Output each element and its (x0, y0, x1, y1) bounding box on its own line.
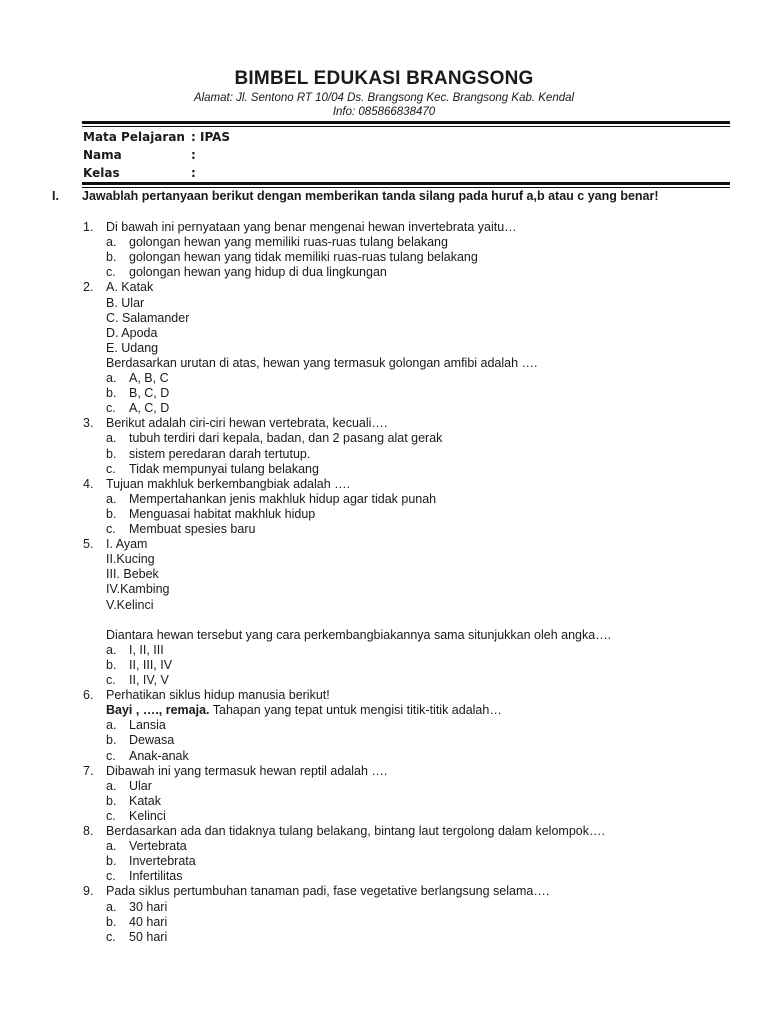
header-rule-thick (82, 121, 730, 124)
option-letter: c. (106, 929, 116, 944)
option-text: Mempertahankan jenis makhluk hidup agar tidak punah (129, 491, 437, 506)
option-letter: b. (106, 854, 117, 869)
option-letter: c. (106, 522, 116, 536)
question-list-item: C. Salamander (106, 310, 190, 325)
option-letter: b. (106, 446, 117, 461)
question-text: Di bawah ini pernyataan yang benar mengenai hewan invertebrata yaitu… (106, 220, 517, 234)
option-letter: b. (106, 793, 117, 808)
question-list-item: D. Apoda (106, 325, 158, 340)
question-number: 3. (83, 416, 94, 431)
question-list-item: II.Kucing (106, 552, 155, 567)
option-text: I, II, III (129, 642, 164, 657)
question-text: Berdasarkan urutan di atas, hewan yang termasuk golongan amfibi adalah …. (106, 355, 538, 370)
option-text: Menguasai habitat makhluk hidup (129, 506, 316, 521)
question-number: 2. (83, 280, 94, 295)
question-list-item: III. Bebek (106, 567, 159, 582)
option-text: A, B, C (129, 371, 169, 385)
option-letter: c. (106, 869, 116, 884)
option-letter: b. (106, 506, 117, 521)
question-number: 4. (83, 476, 94, 491)
question-number: 8. (83, 824, 94, 838)
option-letter: c. (106, 748, 116, 763)
section-instruction: Jawablah pertanyaan berikut dengan memberikan tanda silang pada huruf a,b atau c yang benar! (82, 189, 659, 203)
option-text: golongan hewan yang tidak memiliki ruas-ruas tulang belakang (129, 250, 478, 265)
option-letter: c. (106, 265, 116, 280)
option-text: Anak-anak (129, 748, 189, 763)
option-text: II, IV, V (129, 673, 169, 687)
option-text: Invertebrata (129, 854, 196, 869)
identity-rule-thin (82, 187, 730, 188)
identity-label: Kelas (83, 166, 120, 180)
question-list-item: E. Udang (106, 340, 159, 355)
option-text: Infertilitas (129, 869, 183, 884)
option-text: Dewasa (129, 733, 175, 748)
option-letter: a. (106, 718, 117, 733)
option-letter: a. (106, 839, 117, 854)
question-text: Berdasarkan ada dan tidaknya tulang belakang, bintang laut tergolong dalam kelompok…. (106, 824, 605, 838)
option-text: 50 hari (129, 929, 168, 944)
header-title: BIMBEL EDUKASI BRANGSONG (234, 68, 534, 89)
option-letter: a. (106, 899, 117, 914)
question-prompt-rest: Tahapan yang tepat untuk mengisi titik-titik adalah… (209, 703, 502, 718)
section-number: I. (52, 189, 59, 203)
option-text: tubuh terdiri dari kepala, badan, dan 2 pasang alat gerak (129, 431, 443, 446)
question-text: Tujuan makhluk berkembangbiak adalah …. (106, 476, 351, 491)
identity-label: Nama (83, 148, 122, 162)
option-text: sistem peredaran darah tertutup. (129, 446, 311, 461)
option-text: Lansia (129, 718, 166, 733)
option-letter: c. (106, 673, 116, 687)
header-address: Alamat: Jl. Sentono RT 10/04 Ds. Brangsong Kec. Brangsong Kab. Kendal (193, 92, 575, 104)
question-text: Berikut adalah ciri-ciri hewan vertebrata, kecuali…. (106, 416, 388, 431)
option-letter: a. (106, 431, 117, 446)
question-text: Dibawah ini yang termasuk hewan reptil adalah …. (106, 763, 388, 778)
identity-value: : (191, 148, 196, 162)
option-text: II, III, IV (129, 657, 173, 672)
option-letter: c. (106, 461, 116, 476)
option-letter: a. (106, 491, 117, 506)
question-number: 1. (83, 220, 94, 234)
option-letter: b. (106, 914, 117, 929)
option-text: golongan hewan yang memiliki ruas-ruas tulang belakang (129, 235, 448, 250)
header-rule-thin (82, 126, 730, 127)
option-text: golongan hewan yang hidup di dua lingkungan (129, 265, 387, 280)
identity-rule-thick (82, 182, 730, 185)
option-text: Kelinci (129, 808, 166, 823)
header-info: Info: 085866838470 (332, 106, 436, 118)
option-letter: a. (106, 235, 117, 250)
option-letter: a. (106, 642, 117, 657)
question-list-item: V.Kelinci (106, 597, 154, 612)
option-letter: b. (106, 250, 117, 265)
option-letter: a. (106, 371, 117, 385)
option-letter: c. (106, 808, 116, 823)
option-text: Ular (129, 778, 152, 793)
question-prompt-line (106, 703, 502, 718)
question-text: Pada siklus pertumbuhan tanaman padi, fase vegetative berlangsung selama…. (106, 884, 550, 899)
identity-label: Mata Pelajaran (83, 130, 185, 144)
question-number: 5. (83, 537, 94, 552)
option-text: 30 hari (129, 899, 168, 914)
option-text: Vertebrata (129, 839, 187, 854)
question-number: 6. (83, 688, 94, 703)
question-text: Perhatikan siklus hidup manusia berikut! (106, 688, 330, 703)
question-list-item: IV.Kambing (106, 582, 170, 597)
option-text: Katak (129, 793, 161, 808)
option-letter: c. (106, 401, 116, 416)
option-text: 40 hari (129, 914, 168, 929)
option-letter: b. (106, 386, 117, 401)
option-text: B, C, D (129, 386, 170, 401)
option-text: A, C, D (129, 401, 170, 416)
identity-value: : IPAS (191, 130, 231, 144)
question-list-item: A. Katak (106, 280, 154, 295)
question-number: 9. (83, 884, 94, 899)
option-text: Tidak mempunyai tulang belakang (129, 461, 319, 476)
option-letter: a. (106, 778, 117, 793)
option-text: Membuat spesies baru (129, 522, 256, 536)
question-text: Diantara hewan tersebut yang cara perkembangbiakannya sama situnjukkan oleh angka…. (106, 627, 612, 642)
option-letter: b. (106, 733, 117, 748)
question-number: 7. (83, 763, 94, 778)
question-list-item: I. Ayam (106, 537, 148, 552)
question-emphasis: Bayi , …., remaja. (106, 703, 210, 718)
question-list-item: B. Ular (106, 295, 145, 310)
option-letter: b. (106, 657, 117, 672)
identity-value: : (191, 166, 196, 180)
